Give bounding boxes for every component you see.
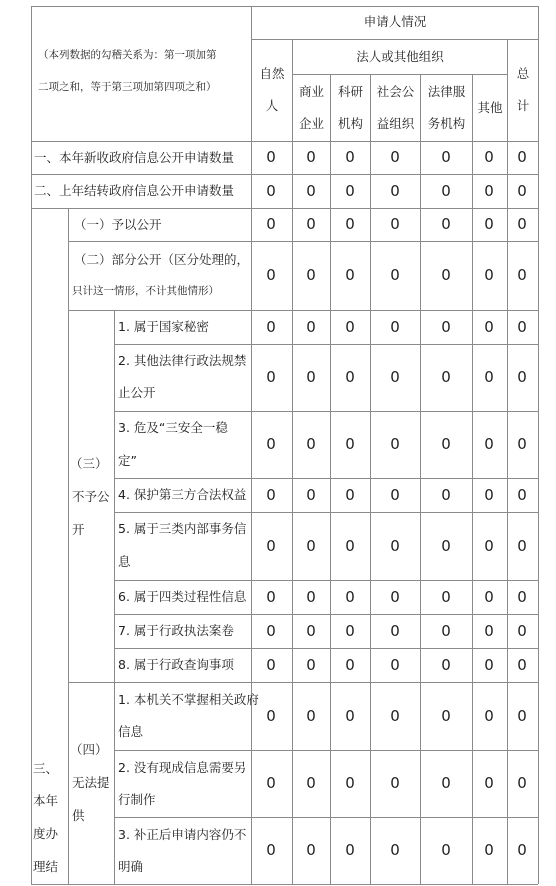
value-cell: 0 xyxy=(390,655,400,674)
value-cell: 0 xyxy=(266,485,276,504)
value-cell: 0 xyxy=(517,148,527,166)
divider xyxy=(68,241,538,242)
row-label: 止公开 xyxy=(118,385,156,400)
section3-4-label-2: 无法提 xyxy=(72,775,110,790)
row-label: 6. 属于四类过程性信息 xyxy=(118,589,247,604)
value-cell: 0 xyxy=(345,536,355,555)
divider xyxy=(330,74,331,884)
value-cell: 0 xyxy=(266,181,276,200)
row-label: 4. 保护第三方合法权益 xyxy=(118,487,247,502)
header-total-2: 计 xyxy=(516,98,530,113)
section3-label-2: 本年 xyxy=(33,793,59,808)
value-cell: 0 xyxy=(266,841,276,859)
value-cell: 0 xyxy=(345,485,355,504)
value-cell: 0 xyxy=(484,181,494,200)
value-cell: 0 xyxy=(517,266,527,284)
row-label: 1. 属于国家秘密 xyxy=(118,319,209,334)
value-cell: 0 xyxy=(517,655,527,674)
divider xyxy=(292,74,507,75)
value-cell: 0 xyxy=(484,485,494,504)
divider xyxy=(114,478,538,479)
value-cell: 0 xyxy=(441,148,451,166)
value-cell: 0 xyxy=(266,621,276,640)
row-label: 明确 xyxy=(118,859,144,874)
value-cell: 0 xyxy=(390,841,400,859)
value-cell: 0 xyxy=(345,655,355,674)
value-cell: 0 xyxy=(484,621,494,640)
value-cell: 0 xyxy=(484,317,494,336)
header-legal-service-1: 法律服 xyxy=(427,84,466,99)
value-cell: 0 xyxy=(306,621,316,640)
value-cell: 0 xyxy=(517,587,527,606)
header-commercial-2: 企业 xyxy=(298,116,324,131)
value-cell: 0 xyxy=(517,485,527,504)
table-border-top xyxy=(31,6,538,7)
value-cell: 0 xyxy=(517,621,527,640)
table-border-right xyxy=(538,6,539,884)
value-cell: 0 xyxy=(306,215,316,233)
header-total-1: 总 xyxy=(516,66,530,81)
value-cell: 0 xyxy=(517,368,527,386)
row-label: 8. 属于行政查询事项 xyxy=(118,657,234,672)
value-cell: 0 xyxy=(266,706,276,725)
value-cell: 0 xyxy=(441,215,451,233)
header-note-line2: 二项之和，等于第三项加第四项之和） xyxy=(38,81,217,93)
value-cell: 0 xyxy=(390,215,400,233)
section3-3-label-1: （三） xyxy=(70,456,108,471)
row-label: （一）予以公开 xyxy=(74,217,162,232)
value-cell: 0 xyxy=(345,841,355,859)
value-cell: 0 xyxy=(266,148,276,166)
value-cell: 0 xyxy=(390,181,400,200)
divider xyxy=(68,310,538,311)
row-label: 1. 本机关不掌握相关政府 xyxy=(118,692,259,707)
value-cell: 0 xyxy=(345,587,355,606)
row-label: 2. 没有现成信息需要另 xyxy=(118,760,247,775)
value-cell: 0 xyxy=(266,368,276,386)
value-cell: 0 xyxy=(345,215,355,233)
header-social-public-2: 益组织 xyxy=(376,116,415,131)
value-cell: 0 xyxy=(266,774,276,792)
value-cell: 0 xyxy=(441,774,451,792)
value-cell: 0 xyxy=(266,266,276,284)
value-cell: 0 xyxy=(306,655,316,674)
header-other: 其他 xyxy=(477,100,503,115)
section3-label-4: 理结 xyxy=(33,859,59,874)
value-cell: 0 xyxy=(266,536,276,555)
value-cell: 0 xyxy=(345,435,355,453)
value-cell: 0 xyxy=(345,774,355,792)
section3-3-label-3: 开 xyxy=(72,522,85,537)
value-cell: 0 xyxy=(345,266,355,284)
divider xyxy=(114,614,538,615)
row-label: 只计这一情形，不计其他情形） xyxy=(72,285,219,297)
value-cell: 0 xyxy=(441,485,451,504)
value-cell: 0 xyxy=(306,181,316,200)
divider xyxy=(251,6,252,884)
table-border-left xyxy=(31,6,32,884)
divider xyxy=(114,648,538,649)
value-cell: 0 xyxy=(266,587,276,606)
header-note-line1: （本列数据的勾稽关系为：第一项加第 xyxy=(38,49,217,61)
value-cell: 0 xyxy=(345,148,355,166)
value-cell: 0 xyxy=(517,215,527,233)
value-cell: 0 xyxy=(306,368,316,386)
divider xyxy=(114,344,538,345)
header-natural-person-1: 自然 xyxy=(259,66,285,81)
divider xyxy=(370,74,371,884)
row-label: 一、本年新收政府信息公开申请数量 xyxy=(34,150,235,165)
divider xyxy=(114,817,538,818)
row-label: 二、上年结转政府信息公开申请数量 xyxy=(34,183,235,198)
header-commercial-1: 商业 xyxy=(298,84,324,99)
value-cell: 0 xyxy=(266,655,276,674)
divider xyxy=(31,174,538,175)
value-cell: 0 xyxy=(306,148,316,166)
value-cell: 0 xyxy=(517,181,527,200)
value-cell: 0 xyxy=(390,485,400,504)
value-cell: 0 xyxy=(306,841,316,859)
divider xyxy=(68,208,69,884)
divider xyxy=(114,310,115,884)
value-cell: 0 xyxy=(306,435,316,453)
value-cell: 0 xyxy=(390,266,400,284)
value-cell: 0 xyxy=(390,148,400,166)
value-cell: 0 xyxy=(484,655,494,674)
row-label: 3. 补正后申请内容仍不 xyxy=(118,827,247,842)
divider xyxy=(114,580,538,581)
value-cell: 0 xyxy=(484,215,494,233)
row-label: 3. 危及“三安全一稳 xyxy=(118,420,228,435)
value-cell: 0 xyxy=(266,215,276,233)
value-cell: 0 xyxy=(306,266,316,284)
value-cell: 0 xyxy=(484,774,494,792)
divider xyxy=(507,39,508,884)
value-cell: 0 xyxy=(517,435,527,453)
value-cell: 0 xyxy=(441,621,451,640)
value-cell: 0 xyxy=(306,485,316,504)
header-research-1: 科研 xyxy=(337,84,363,99)
row-label: 行制作 xyxy=(118,792,156,807)
divider xyxy=(68,682,538,683)
value-cell: 0 xyxy=(484,266,494,284)
value-cell: 0 xyxy=(441,181,451,200)
value-cell: 0 xyxy=(306,706,316,725)
value-cell: 0 xyxy=(484,368,494,386)
header-applicant-info: 申请人情况 xyxy=(363,14,427,29)
row-label: （二）部分公开（区分处理的， xyxy=(74,252,250,267)
value-cell: 0 xyxy=(517,317,527,336)
divider xyxy=(251,39,538,40)
divider xyxy=(420,74,421,884)
value-cell: 0 xyxy=(390,536,400,555)
row-label: 5. 属于三类内部事务信 xyxy=(118,521,247,536)
value-cell: 0 xyxy=(390,621,400,640)
table-border-bottom xyxy=(31,884,538,885)
value-cell: 0 xyxy=(390,774,400,792)
value-cell: 0 xyxy=(345,368,355,386)
value-cell: 0 xyxy=(441,841,451,859)
value-cell: 0 xyxy=(266,317,276,336)
value-cell: 0 xyxy=(306,536,316,555)
row-label: 息 xyxy=(118,554,131,569)
value-cell: 0 xyxy=(517,536,527,555)
row-label: 7. 属于行政执法案卷 xyxy=(118,623,234,638)
value-cell: 0 xyxy=(266,435,276,453)
header-legal-person-group: 法人或其他组织 xyxy=(356,49,444,64)
row-label: 2. 其他法律行政法规禁 xyxy=(118,353,247,368)
value-cell: 0 xyxy=(484,536,494,555)
divider xyxy=(31,141,538,142)
value-cell: 0 xyxy=(517,774,527,792)
value-cell: 0 xyxy=(484,435,494,453)
value-cell: 0 xyxy=(441,317,451,336)
value-cell: 0 xyxy=(484,841,494,859)
value-cell: 0 xyxy=(306,587,316,606)
value-cell: 0 xyxy=(441,266,451,284)
value-cell: 0 xyxy=(484,148,494,166)
value-cell: 0 xyxy=(441,435,451,453)
section3-label-3: 度办 xyxy=(33,826,59,841)
header-social-public-1: 社会公 xyxy=(376,84,415,99)
divider xyxy=(31,208,538,209)
value-cell: 0 xyxy=(390,368,400,386)
value-cell: 0 xyxy=(441,587,451,606)
row-label: 信息 xyxy=(118,724,144,739)
value-cell: 0 xyxy=(345,706,355,725)
value-cell: 0 xyxy=(306,774,316,792)
section3-3-label-2: 不予公 xyxy=(72,489,110,504)
value-cell: 0 xyxy=(484,706,494,725)
divider xyxy=(114,750,538,751)
value-cell: 0 xyxy=(306,317,316,336)
value-cell: 0 xyxy=(441,536,451,555)
section3-4-label-3: 供 xyxy=(72,808,85,823)
divider xyxy=(292,39,293,884)
section3-4-label-1: （四） xyxy=(70,742,108,757)
value-cell: 0 xyxy=(390,435,400,453)
value-cell: 0 xyxy=(390,706,400,725)
value-cell: 0 xyxy=(484,587,494,606)
value-cell: 0 xyxy=(390,587,400,606)
value-cell: 0 xyxy=(345,621,355,640)
value-cell: 0 xyxy=(441,706,451,725)
header-research-2: 机构 xyxy=(337,116,363,131)
divider xyxy=(114,512,538,513)
value-cell: 0 xyxy=(345,317,355,336)
value-cell: 0 xyxy=(441,655,451,674)
value-cell: 0 xyxy=(441,368,451,386)
value-cell: 0 xyxy=(390,317,400,336)
value-cell: 0 xyxy=(517,841,527,859)
header-legal-service-2: 务机构 xyxy=(427,116,466,131)
value-cell: 0 xyxy=(517,706,527,725)
divider xyxy=(114,411,538,412)
value-cell: 0 xyxy=(345,181,355,200)
divider xyxy=(472,74,473,884)
header-natural-person-2: 人 xyxy=(265,98,279,113)
row-label: 定” xyxy=(118,453,137,468)
section3-label-1: 三、 xyxy=(33,761,59,776)
